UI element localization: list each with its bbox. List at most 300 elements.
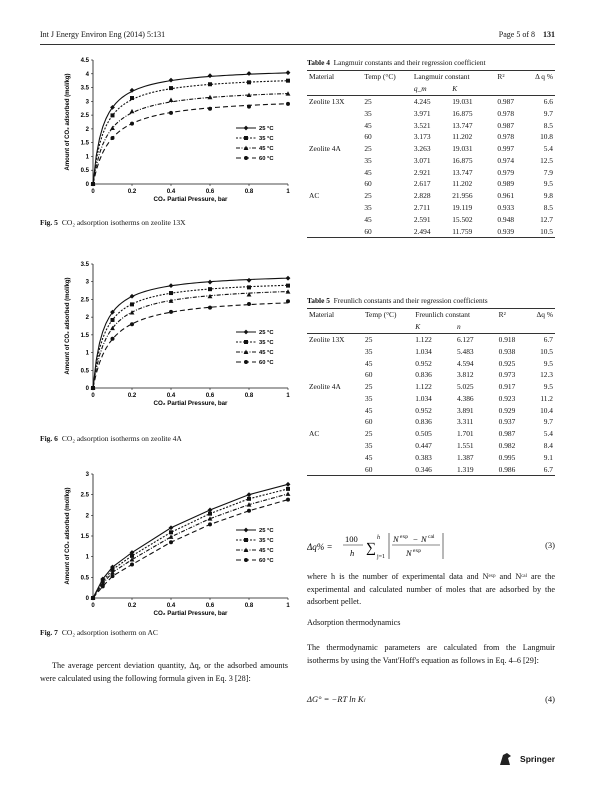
table4-cell: 0.989	[497, 179, 515, 189]
table4-grid	[307, 70, 555, 238]
table5-header: Material	[307, 309, 363, 321]
section-heading: Adsorption thermodynamics	[307, 618, 401, 627]
svg-text:N: N	[406, 548, 412, 558]
table4-cell: 10.5	[524, 225, 555, 237]
data-point	[247, 278, 252, 283]
data-point	[111, 318, 115, 322]
table5-cell: 5.4	[543, 429, 553, 439]
table4-cell	[307, 131, 362, 143]
legend-label: 35 °C	[259, 136, 274, 142]
table5-cell	[307, 392, 363, 404]
table5-cell: 60	[363, 463, 413, 475]
x-tick-label: 0.6	[205, 393, 215, 399]
table4-cell: 6.6	[543, 96, 553, 106]
y-axis-label: Amount of CO₂ adsorbed (mol/kg)	[65, 487, 71, 585]
table4-row	[307, 202, 555, 214]
table4-cell: AC	[309, 191, 320, 201]
table5-cell: 1.034	[415, 346, 432, 356]
x-axis-label: CO₂ Partial Pressure, bar	[153, 196, 228, 202]
table5-cell: 0.982	[498, 440, 516, 450]
data-point	[244, 340, 248, 344]
springer-horse-icon	[498, 751, 514, 767]
table4-cell: 5.4	[543, 144, 553, 154]
table5-cell: 1.701	[456, 429, 474, 439]
data-point	[130, 302, 134, 306]
series-line	[93, 81, 288, 184]
table5-header: Temp (°C)	[363, 309, 413, 321]
x-tick-label: 0.6	[205, 603, 215, 609]
y-tick-label: 1.5	[80, 534, 89, 540]
x-axis-label: CO₂ Partial Pressure, bar	[153, 400, 228, 406]
table5-cell	[307, 345, 363, 357]
fig5-label: Fig. 5	[40, 218, 58, 227]
data-point	[244, 558, 248, 562]
table4-row	[307, 166, 555, 178]
data-point	[244, 528, 249, 533]
fig5-chart	[38, 52, 293, 202]
table4-cell: 0.997	[497, 144, 515, 154]
fig7-caption	[40, 628, 158, 637]
where-paragraph: where h is the number of experimental data and Nᵉˣᵖ and Nᶜᵃˡ are the experimental and calculated number of moles that are adsorbed by the adsorbent pellet.	[307, 572, 555, 606]
table5-cell: 9.7	[543, 417, 553, 427]
data-point	[286, 284, 290, 288]
table5-cell: 25	[365, 429, 373, 439]
svg-text:j=1: j=1	[377, 554, 386, 560]
x-tick-label: 0.6	[205, 189, 215, 195]
table4-cell: 60	[364, 132, 372, 142]
table4-row	[307, 225, 555, 237]
data-point	[286, 79, 290, 83]
table4-cell: 9.7	[543, 108, 553, 118]
equation-3-formula	[307, 530, 507, 562]
table5-cell: 0.973	[498, 370, 516, 380]
table5-cell: 3.891	[456, 405, 474, 415]
y-tick-label: 3	[85, 472, 89, 478]
table4-cell: 0.961	[497, 191, 515, 201]
table5-cell: 3.311	[456, 417, 474, 427]
table5-cell: 1.122	[415, 334, 432, 344]
table5-cell: 10.5	[540, 346, 553, 356]
table4-row	[307, 131, 555, 143]
data-point	[286, 276, 291, 281]
table4-cell: 7.9	[543, 167, 553, 177]
table5-cell: 11.2	[540, 393, 553, 403]
legend-label: 45 °C	[259, 146, 274, 152]
y-tick-label: 2.5	[80, 492, 89, 499]
table4-row	[307, 95, 555, 107]
table5-cell: 4.386	[456, 393, 474, 403]
table4-cell: 4.245	[413, 96, 431, 106]
table5-cell: 8.4	[543, 440, 553, 450]
table5-cell: 10.4	[540, 405, 553, 415]
table4-cell: 3.071	[413, 155, 431, 165]
table4-cell: 19.031	[452, 96, 473, 106]
y-tick-label: 1	[85, 350, 89, 357]
table5-cell	[307, 463, 363, 475]
y-tick-label: 0	[85, 596, 89, 602]
table5-row	[307, 440, 555, 452]
table4-row	[307, 107, 555, 119]
table5-cell: 45	[365, 405, 373, 415]
table5-row	[307, 333, 555, 345]
fig7-caption-text: CO₂ adsorption isotherm on AC	[61, 628, 158, 637]
table5-cell: Zeolite 13X	[309, 334, 345, 344]
table4-cell: 21.956	[452, 191, 473, 201]
y-tick-label: 2.5	[80, 297, 89, 304]
data-point	[169, 86, 173, 90]
fig5-svg	[38, 52, 293, 202]
table5-cell: 9.1	[543, 452, 553, 462]
table4-cell: 2.494	[412, 225, 450, 237]
y-tick-label: 1.5	[80, 332, 89, 339]
svg-text:100: 100	[345, 534, 358, 544]
y-tick-label: 3.5	[80, 85, 89, 92]
legend-label: 60 °C	[259, 558, 274, 564]
table4-cell: 35	[364, 155, 372, 165]
data-point	[111, 574, 115, 578]
x-tick-label: 0.2	[127, 393, 137, 399]
table5-cell: 25	[365, 382, 373, 392]
x-tick-label: 0.4	[166, 393, 176, 399]
table4-cell	[307, 119, 362, 131]
table5-cell	[307, 357, 363, 369]
legend-label: 60 °C	[259, 156, 274, 162]
table5-cell: 9.5	[543, 382, 553, 392]
table4-cell: 9.5	[543, 179, 553, 189]
table4-row	[307, 119, 555, 131]
table5-cell: Zeolite 4A	[309, 382, 341, 392]
data-point	[247, 302, 251, 306]
table5-cell: 0.952	[415, 405, 432, 415]
table4-cell: 45	[364, 120, 372, 130]
table4-cell: 19.119	[452, 202, 473, 212]
fig6-label: Fig. 6	[40, 434, 58, 443]
table5-cell: 1.122	[415, 382, 432, 392]
table4-cell: 60	[364, 179, 372, 189]
table4-cell: 0.939	[495, 225, 524, 237]
table4-cell: 0.974	[497, 155, 515, 165]
y-tick-label: 1.5	[80, 140, 89, 147]
data-point	[169, 310, 173, 314]
y-tick-label: 4	[85, 71, 89, 78]
data-point	[130, 322, 134, 326]
fig6-svg	[38, 256, 293, 406]
data-point	[286, 102, 290, 106]
fig6-chart	[38, 256, 293, 406]
header-rule	[40, 44, 555, 45]
table4-cell	[307, 154, 362, 166]
svg-text:Δq% =: Δq% =	[307, 542, 333, 552]
data-point	[208, 306, 212, 310]
table5-cell	[307, 440, 363, 452]
data-point	[244, 538, 248, 542]
table5-row	[307, 369, 555, 381]
series-line	[93, 104, 288, 184]
data-point	[208, 522, 212, 526]
x-tick-label: 1	[286, 189, 290, 195]
table4-cell: 0.987	[497, 96, 515, 106]
table5-row	[307, 345, 555, 357]
table4-header: Temp (°C)	[362, 71, 412, 83]
data-point	[247, 509, 251, 513]
table5-cell: 0.836	[415, 417, 432, 427]
data-point	[247, 105, 251, 109]
svg-text:∑: ∑	[366, 541, 376, 556]
x-tick-label: 0	[91, 189, 95, 195]
page-label: Page 5 of 8	[498, 30, 535, 39]
x-tick-label: 0.2	[127, 603, 137, 609]
table4-cell	[307, 178, 362, 190]
table4-cell	[307, 166, 362, 178]
y-tick-label: 3.5	[80, 262, 89, 268]
svg-text:N: N	[393, 534, 399, 544]
equation-4-formula: ΔG° = −RT ln Kₗ	[307, 694, 365, 704]
table4-row	[307, 154, 555, 166]
table5-cell: 0.986	[497, 463, 526, 475]
equation-3-number: (3)	[545, 540, 555, 550]
data-point	[286, 482, 291, 487]
data-point	[208, 287, 212, 291]
table5-cell: 0.987	[498, 429, 516, 439]
table4-cell: 3.521	[413, 120, 431, 130]
data-point	[91, 182, 95, 186]
left-paragraph: The average percent deviation quantity, Δq, or the adsorbed amounts were calculated using the following formula given in Eq. 3 [28]:	[40, 661, 288, 683]
data-point	[244, 136, 248, 140]
x-tick-label: 0.8	[244, 603, 254, 609]
data-point	[244, 360, 248, 364]
data-point	[169, 530, 173, 534]
data-point	[286, 498, 290, 502]
table5-row	[307, 392, 555, 404]
data-point	[169, 283, 174, 288]
table5-cell: 1.387	[456, 452, 474, 462]
x-tick-label: 0.8	[244, 189, 254, 195]
table5-cell: 0.447	[415, 440, 432, 450]
table4-title-text: Langmuir constants and their regression coefficient	[333, 58, 486, 67]
table5-cell: 25	[365, 334, 373, 344]
x-tick-label: 1	[286, 603, 290, 609]
table5-cell: 1.034	[415, 393, 432, 403]
y-tick-label: 2.5	[80, 113, 89, 120]
table4-cell: Zeolite 13X	[309, 96, 345, 106]
table4-header: Δ q %	[524, 71, 555, 83]
table5-cell: 0.917	[498, 382, 516, 392]
y-axis-label: Amount of CO₂ adsorbed (mol/kg)	[65, 73, 71, 171]
data-point	[208, 82, 212, 86]
legend-label: 25 °C	[259, 126, 274, 132]
table5-cell	[307, 404, 363, 416]
table4-cell: 35	[364, 108, 372, 118]
data-point	[244, 126, 249, 131]
table5-row	[307, 428, 555, 440]
journal-header: Int J Energy Environ Eng (2014) 5:131	[40, 30, 166, 39]
table5-row	[307, 357, 555, 369]
data-point	[247, 285, 251, 289]
data-point	[91, 386, 95, 390]
table4-cell: 60	[362, 225, 412, 237]
table4-cell: 3.173	[413, 132, 431, 142]
data-point	[247, 71, 252, 76]
table5-cell: 0.938	[498, 346, 516, 356]
table5-row	[307, 416, 555, 428]
fig7-label: Fig. 7	[40, 628, 58, 637]
svg-text:−: −	[413, 534, 418, 544]
table4-cell: 16.875	[452, 155, 473, 165]
table5-grid	[307, 308, 555, 476]
data-point	[208, 95, 213, 99]
publisher-name: Springer	[520, 754, 555, 764]
data-point	[101, 584, 105, 588]
table4-header: Langmuir constant	[412, 71, 496, 83]
data-point	[169, 98, 174, 102]
table5-cell: 0.836	[415, 370, 432, 380]
table4-cell: 8.5	[543, 120, 553, 130]
table5-cell: 60	[365, 417, 373, 427]
y-tick-label: 0	[85, 182, 89, 188]
fig7-chart	[38, 466, 293, 616]
x-tick-label: 0	[91, 393, 95, 399]
table4-cell: 16.875	[452, 108, 473, 118]
table5-cell: 1.319	[455, 463, 497, 475]
y-tick-label: 0.5	[80, 575, 89, 582]
data-point	[208, 508, 213, 513]
table4-cell: 0.978	[497, 132, 515, 142]
table4-cell: 9.8	[543, 191, 553, 201]
table5-cell: 0.925	[498, 358, 516, 368]
table4-cell: 19.031	[452, 144, 473, 154]
table4-cell: 10.8	[540, 132, 553, 142]
table5-subheader: n	[455, 321, 497, 333]
data-point	[111, 337, 115, 341]
y-axis-label: Amount of CO₂ adsorbed (mol/kg)	[65, 277, 71, 375]
table5-row	[307, 404, 555, 416]
data-point	[130, 96, 134, 100]
x-tick-label: 0.4	[166, 189, 176, 195]
table5-cell: 6.7	[526, 463, 555, 475]
table5-cell: 5.483	[456, 346, 474, 356]
table4-row	[307, 178, 555, 190]
fig5-caption-text: CO₂ adsorption isotherms on zeolite 13X	[61, 218, 186, 227]
table4	[307, 58, 555, 238]
table4-row	[307, 190, 555, 202]
legend-label: 25 °C	[259, 330, 274, 336]
table5-cell: 5.025	[456, 382, 474, 392]
thermo-paragraph: The thermodynamic parameters are calculated from the Langmuir isotherms by using the Vant'Hoff's equation as follows in Eq. 4–6 [29]:	[307, 643, 555, 665]
x-axis-label: CO₂ Partial Pressure, bar	[153, 610, 228, 616]
legend-label: 45 °C	[259, 548, 274, 554]
data-point	[244, 330, 249, 335]
table4-cell: 0.987	[497, 120, 515, 130]
table4-cell: 11.202	[452, 132, 473, 142]
svg-text:exp: exp	[413, 548, 421, 554]
table5-row	[307, 381, 555, 393]
table5-cell: AC	[309, 429, 320, 439]
table4-cell: 2.711	[413, 202, 431, 212]
table4-cell: 11.202	[452, 179, 473, 189]
legend-label: 35 °C	[259, 340, 274, 346]
data-point	[286, 299, 290, 303]
legend-label: 35 °C	[259, 538, 274, 544]
x-tick-label: 0.2	[127, 189, 137, 195]
table4-cell: 35	[364, 202, 372, 212]
table4-header: Material	[307, 71, 362, 83]
table5-cell: 0.918	[498, 334, 516, 344]
data-point	[247, 80, 251, 84]
table5-cell: 45	[365, 452, 373, 462]
table5-cell: 4.594	[456, 358, 474, 368]
y-tick-label: 4.5	[80, 58, 89, 64]
table4-subheader: q_m	[412, 83, 450, 95]
table4-cell: 2.828	[413, 191, 431, 201]
table5-cell: 6.127	[456, 334, 474, 344]
data-point	[244, 156, 248, 160]
svg-text:N: N	[421, 534, 427, 544]
data-point	[169, 111, 173, 115]
data-point	[247, 492, 252, 497]
svg-text:h: h	[377, 535, 380, 541]
y-tick-label: 0.5	[80, 368, 89, 375]
table5-cell: 0.383	[415, 452, 432, 462]
table4-cell: 25	[364, 191, 372, 201]
publisher-logo	[498, 751, 555, 767]
table4-cell	[307, 213, 362, 225]
table4-cell: 8.5	[543, 202, 553, 212]
table5-cell: 9.5	[543, 358, 553, 368]
data-point	[286, 491, 291, 495]
table4-cell: 15.502	[452, 214, 473, 224]
series-line	[93, 285, 288, 388]
x-tick-label: 0.8	[244, 393, 254, 399]
table4-cell: 2.921	[413, 167, 431, 177]
table5-title	[307, 296, 555, 305]
table5-cell: 0.929	[498, 405, 516, 415]
table5-cell: 1.551	[456, 440, 474, 450]
equation-3	[307, 530, 555, 562]
data-point	[91, 596, 95, 600]
table5-title-text: Freunlich constants and their regression coefficients	[333, 296, 488, 305]
table5-cell: 45	[365, 358, 373, 368]
y-tick-label: 1	[85, 554, 89, 561]
data-point	[208, 73, 213, 78]
table4-cell	[307, 202, 362, 214]
table5-cell: 0.505	[415, 429, 432, 439]
table5	[307, 296, 555, 476]
table5-cell: 35	[365, 440, 373, 450]
table5-header: Freunlich constant	[413, 309, 496, 321]
data-point	[208, 512, 212, 516]
y-tick-label: 0.5	[80, 168, 89, 175]
y-tick-label: 0	[85, 386, 89, 392]
table5-cell: 0.937	[498, 417, 516, 427]
table4-cell: 3.971	[413, 108, 431, 118]
legend-label: 25 °C	[259, 528, 274, 534]
y-tick-label: 2	[85, 513, 89, 520]
table5-row	[307, 463, 555, 475]
svg-text:h: h	[350, 548, 355, 558]
data-point	[208, 280, 213, 285]
data-point	[286, 487, 290, 491]
data-point	[169, 291, 173, 295]
table5-subheader: K	[413, 321, 455, 333]
table4-cell	[307, 225, 362, 237]
table4-cell: 0.978	[497, 108, 515, 118]
table4-cell: 2.591	[413, 214, 431, 224]
table4-cell: 45	[364, 167, 372, 177]
y-tick-label: 3	[85, 99, 89, 106]
table5-cell	[307, 451, 363, 463]
table4-cell: 12.7	[540, 214, 553, 224]
data-point	[208, 107, 212, 111]
